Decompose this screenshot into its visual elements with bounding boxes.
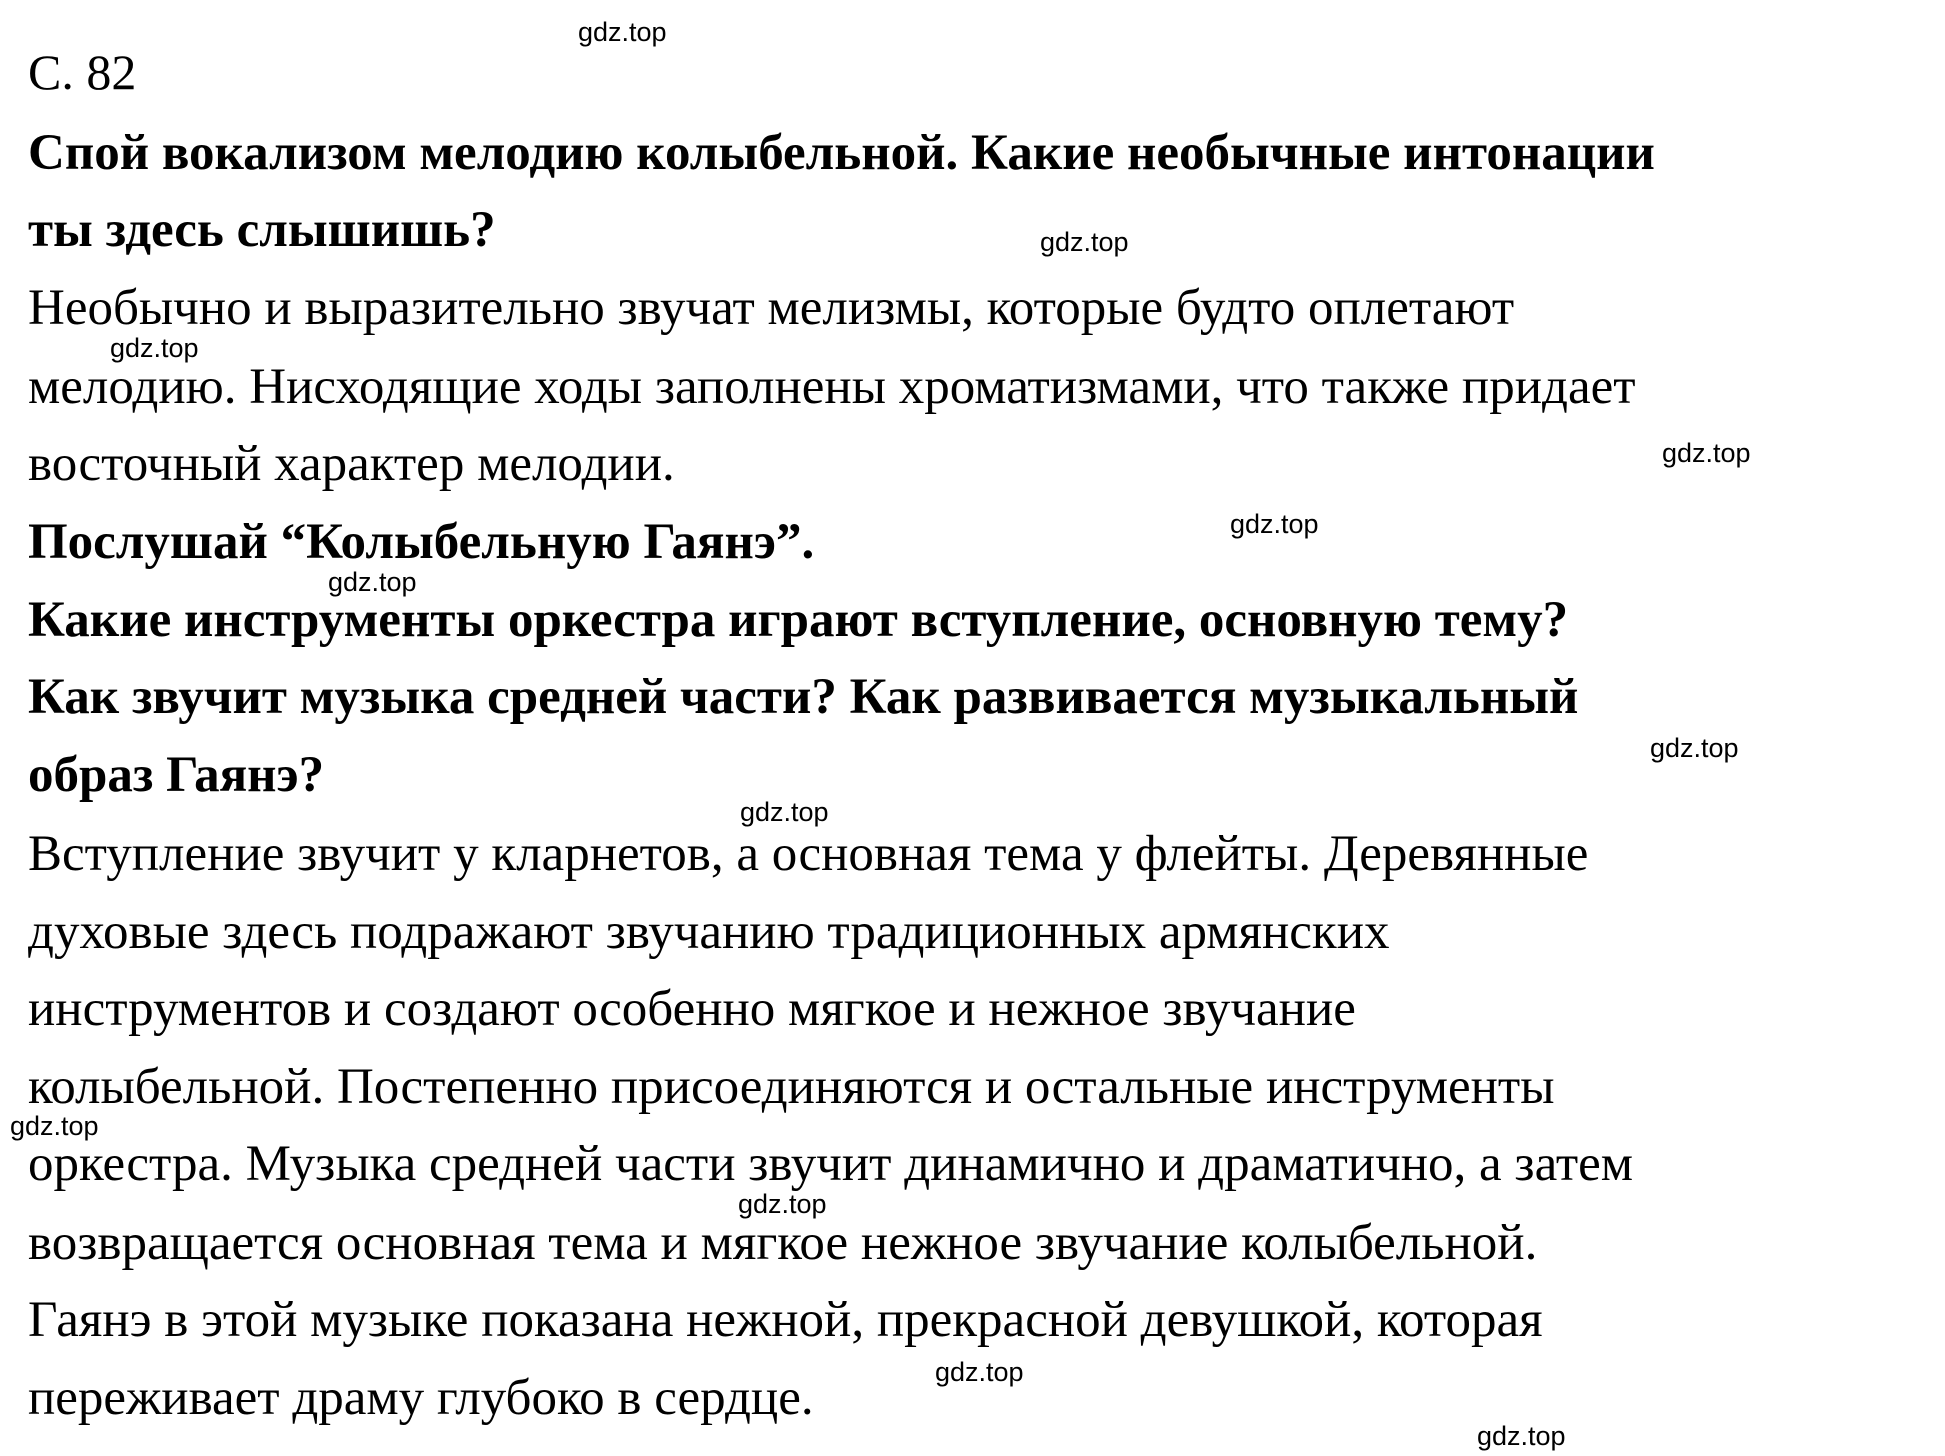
watermark: gdz.top <box>740 797 829 827</box>
watermark: gdz.top <box>1230 509 1319 539</box>
watermark: gdz.top <box>1662 438 1751 468</box>
question-2-line-3: Как звучит музыка средней части? Как развивается музыкальный <box>28 669 1579 725</box>
watermark: gdz.top <box>1477 1421 1566 1451</box>
answer-2-line-7: Гаянэ в этой музыке показана нежной, прекрасной девушкой, которая <box>28 1292 1543 1348</box>
watermark: gdz.top <box>1040 227 1129 257</box>
answer-1-line-2: мелодию. Нисходящие ходы заполнены хроматизмами, что также придает <box>28 359 1636 415</box>
page-number: С. 82 <box>28 44 137 100</box>
watermark: gdz.top <box>738 1189 827 1219</box>
question-2-line-4: образ Гаянэ? <box>28 747 325 803</box>
watermark: gdz.top <box>10 1111 99 1141</box>
answer-2-line-2: духовые здесь подражают звучанию традиционных армянских <box>28 904 1390 960</box>
answer-1-line-1: Необычно и выразительно звучат мелизмы, которые будто оплетают <box>28 280 1515 336</box>
watermark: gdz.top <box>1650 733 1739 763</box>
answer-2-line-3: инструментов и создают особенно мягкое и нежное звучание <box>28 981 1356 1037</box>
watermark: gdz.top <box>110 333 199 363</box>
question-1-line-2: ты здесь слышишь? <box>28 202 496 258</box>
answer-2-line-4: колыбельной. Постепенно присоединяются и остальные инструменты <box>28 1059 1555 1115</box>
question-2-line-2: Какие инструменты оркестра играют вступление, основную тему? <box>28 592 1569 648</box>
answer-2-line-1: Вступление звучит у кларнетов, а основная тема у флейты. Деревянные <box>28 826 1589 882</box>
watermark: gdz.top <box>328 567 417 597</box>
question-2-line-1: Послушай “Колыбельную Гаянэ”. <box>28 514 815 570</box>
answer-2-line-5: оркестра. Музыка средней части звучит динамично и драматично, а затем <box>28 1136 1634 1192</box>
question-1-line-1: Спой вокализом мелодию колыбельной. Какие необычные интонации <box>28 125 1655 181</box>
answer-1-line-3: восточный характер мелодии. <box>28 436 675 492</box>
watermark: gdz.top <box>578 17 667 47</box>
answer-2-line-6: возвращается основная тема и мягкое нежное звучание колыбельной. <box>28 1215 1538 1271</box>
answer-2-line-8: переживает драму глубоко в сердце. <box>28 1370 814 1426</box>
watermark: gdz.top <box>935 1357 1024 1387</box>
